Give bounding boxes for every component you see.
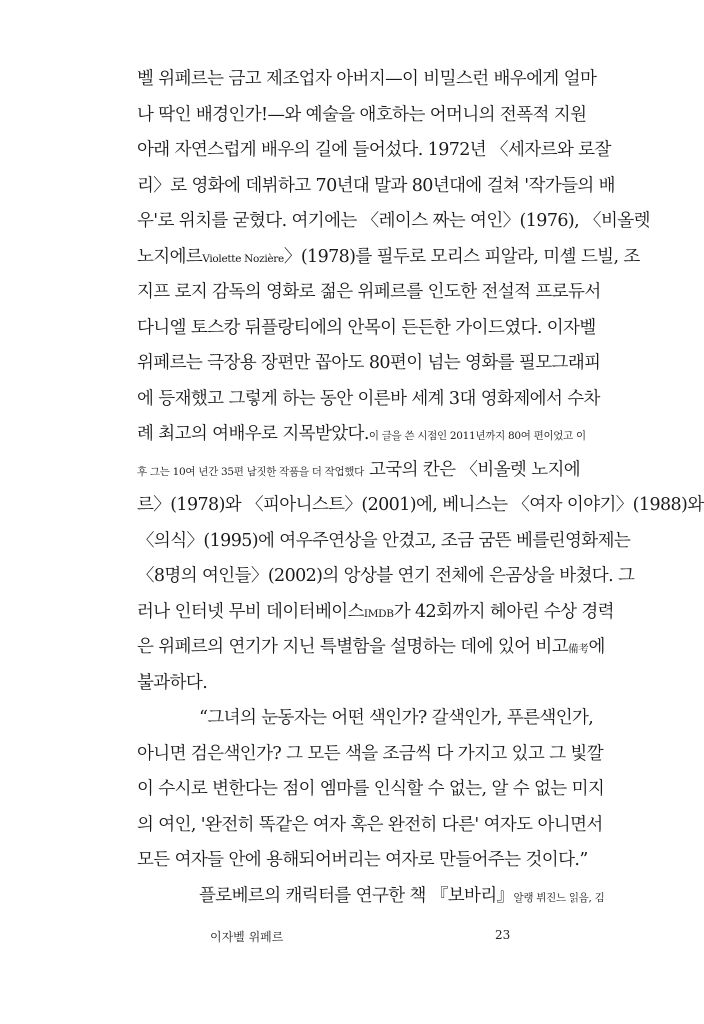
text-segment: 가 42회까지 헤아린 수상 경력 — [393, 601, 614, 622]
text-segment: 나 딱인 배경인가!—와 예술을 애호하는 어머니의 전폭적 지원 — [137, 104, 587, 125]
text-segment: 지프 로지 감독의 영화로 젊은 위페르를 인도한 전설적 프로듀서 — [137, 282, 601, 302]
text-segment: 플로베르의 캐릭터를 연구한 책 『보바리』 — [199, 885, 514, 906]
text-segment: 위페르는 극장용 장편만 꼽아도 80편이 넘는 영화를 필모그래피 — [137, 353, 601, 373]
text-line — [137, 346, 601, 382]
text-line — [137, 808, 603, 844]
text-line — [137, 879, 605, 915]
text-line — [137, 311, 596, 347]
small-annotation: Violette Nozière — [202, 252, 284, 265]
text-segment: 에 — [588, 637, 605, 657]
small-annotation: IMDB — [363, 607, 394, 620]
text-line — [137, 595, 614, 631]
text-segment: 은 위페르의 연기가 지닌 특별함을 설명하는 데에 있어 비고 — [137, 637, 569, 657]
text-segment: 우'로 위치를 굳혔다. 여기에는 〈레이스 짜는 여인〉(1976), 〈비올렛 — [137, 211, 650, 231]
text-segment: 〉(1978)를 필두로 모리스 피알라, 미셸 드빌, 조 — [283, 246, 640, 267]
text-line — [137, 737, 604, 773]
small-annotation: 備考 — [568, 643, 589, 655]
text-line — [137, 98, 587, 134]
text-segment: 이 수시로 변한다는 점이 엠마를 인식할 수 없는, 알 수 없는 미지 — [137, 779, 605, 799]
text-line — [137, 666, 569, 702]
text-line — [137, 488, 704, 524]
text-line — [137, 524, 631, 560]
text-segment: 러나 인터넷 무비 데이터베이스 — [137, 601, 364, 622]
text-segment: 아래 자연스럽게 배우의 길에 들어섰다. 1972년 〈세자르와 로잘 — [137, 140, 611, 160]
text-segment: 의 여인, '완전히 똑같은 여자 혹은 완전히 다른' 여자도 아니면서 — [137, 814, 603, 835]
text-line — [137, 772, 605, 808]
text-segment: 〈의식〉(1995)에 여우주연상을 안겼고, 조금 굼뜬 베를린영화제는 — [137, 530, 631, 551]
text-line — [137, 169, 615, 205]
small-annotation: 알랭 뷔진느 읽음, 김 — [513, 891, 605, 904]
text-segment: 〈8명의 여인들〉(2002)의 앙상블 연기 전체에 은곰상을 바쳤다. 그 — [137, 566, 635, 586]
text-line — [137, 382, 600, 418]
running-footer-title: 이자벨 위페르 — [210, 930, 284, 944]
text-line — [137, 62, 597, 98]
text-segment: “그녀의 눈동자는 어떤 색인가? 갈색인가, 푸른색인가, — [199, 708, 594, 728]
page-number: 23 — [495, 928, 511, 942]
text-segment: 에 등재했고 그렇게 하는 동안 이른바 세계 3대 영화제에서 수차 — [137, 388, 600, 409]
text-line — [137, 417, 586, 453]
text-segment: 아니면 검은색인가? 그 모든 색을 조금씩 다 가지고 있고 그 빛깔 — [137, 743, 604, 764]
text-line — [137, 630, 605, 666]
body-text — [137, 62, 704, 914]
text-segment: 리〉로 영화에 데뷔하고 70년대 말과 80년대에 걸쳐 '작가들의 배 — [137, 175, 615, 196]
small-annotation: 후 그는 10여 년간 35편 남짓한 작품을 더 작업했다 — [137, 465, 364, 478]
text-line — [137, 240, 640, 276]
text-segment: 다니엘 토스캉 뒤플랑티에의 안목이 든든한 가이드였다. 이자벨 — [137, 317, 596, 338]
text-segment: 노지에르 — [137, 246, 203, 267]
text-segment: 르〉(1978)와 〈피아니스트〉(2001)에, 베니스는 〈여자 이야기〉(1988)와 — [137, 495, 704, 515]
text-line — [137, 204, 650, 240]
text-segment: 불과하다. — [137, 672, 208, 693]
text-segment: 모든 여자들 안에 용해되어버리는 여자로 만들어주는 것이다.” — [137, 850, 588, 870]
text-segment: 고국의 칸은 〈비올렛 노지에 — [364, 459, 581, 480]
text-line — [137, 275, 601, 311]
small-annotation: 이 글을 쓴 시점인 2011년까지 80여 편이었고 이 — [368, 430, 586, 442]
text-line — [137, 453, 581, 489]
text-segment: 벨 위페르는 금고 제조업자 아버지—이 비밀스런 배우에게 얼마 — [137, 69, 597, 89]
text-segment: 례 최고의 여배우로 지목받았다. — [137, 424, 369, 444]
text-line — [137, 701, 594, 737]
text-line — [137, 559, 635, 595]
text-line — [137, 843, 588, 879]
text-line — [137, 133, 611, 169]
